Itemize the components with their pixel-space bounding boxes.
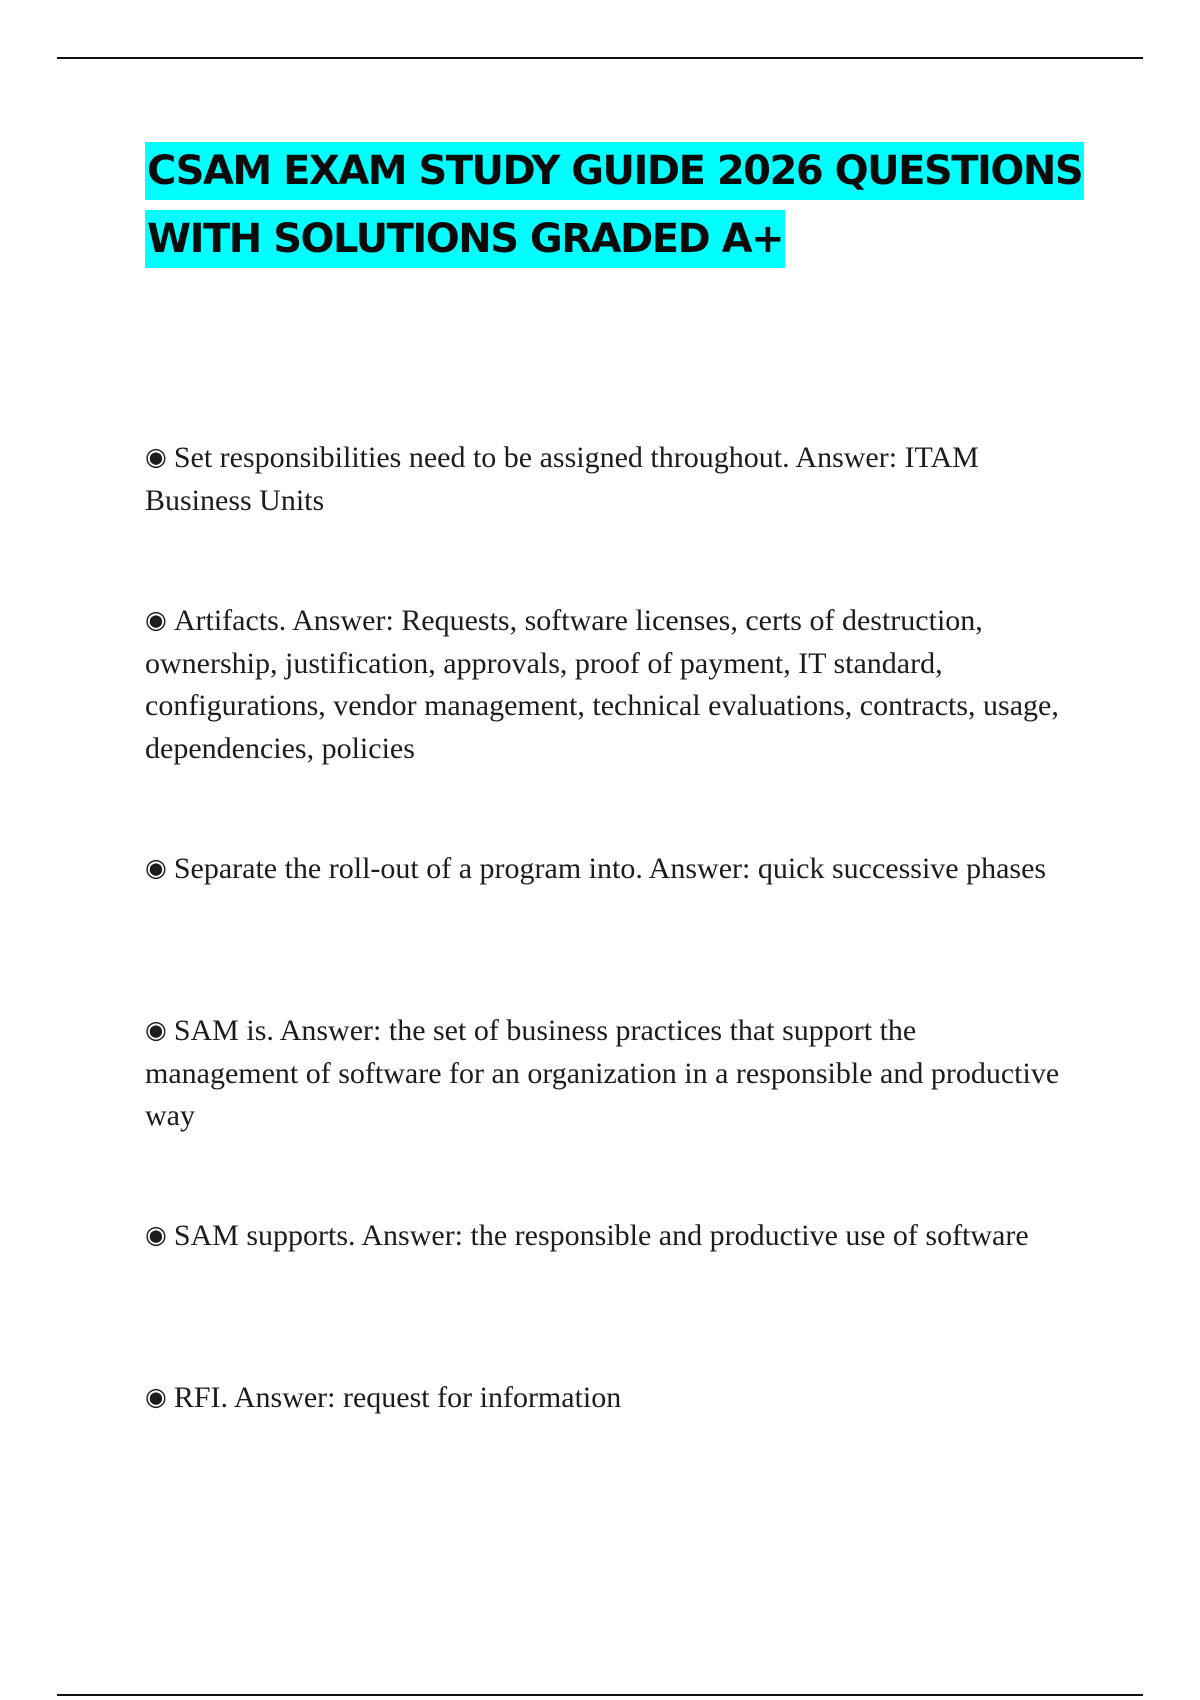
qa-text-6: RFI. Answer: request for information xyxy=(173,1381,622,1414)
bullet-icon: ◉ xyxy=(145,1220,167,1249)
qa-item-1 xyxy=(145,436,1065,522)
document-title xyxy=(145,142,1083,278)
qa-item-3 xyxy=(145,847,1065,891)
qa-item-4 xyxy=(145,1009,1065,1138)
title-line-1: CSAM EXAM STUDY GUIDE 2026 QUESTIONS xyxy=(145,142,1084,200)
top-rule xyxy=(57,57,1143,59)
title-line-2: WITH SOLUTIONS GRADED A+ xyxy=(145,210,785,268)
qa-text-2: Artifacts. Answer: Requests, software licenses, certs of destruction, ownership, justification, approvals, proof of payment, IT standard, configurations, vendor management, technical evaluations, contracts, usage, dependencies, policies xyxy=(145,604,1059,765)
qa-text-4: SAM is. Answer: the set of business practices that support the management of software for an organization in a responsible and productive way xyxy=(145,1014,1060,1132)
qa-item-5 xyxy=(145,1214,1065,1258)
bullet-icon: ◉ xyxy=(145,442,167,471)
qa-item-2 xyxy=(145,599,1065,770)
qa-item-6 xyxy=(145,1376,1065,1420)
bottom-rule xyxy=(57,1694,1143,1696)
bullet-icon: ◉ xyxy=(145,1015,167,1044)
qa-text-1: Set responsibilities need to be assigned throughout. Answer: ITAM Business Units xyxy=(145,441,979,517)
bullet-icon: ◉ xyxy=(145,853,167,882)
qa-text-5: SAM supports. Answer: the responsible and productive use of software xyxy=(173,1219,1029,1252)
qa-text-3: Separate the roll-out of a program into. Answer: quick successive phases xyxy=(173,852,1047,885)
bullet-icon: ◉ xyxy=(145,605,167,634)
bullet-icon: ◉ xyxy=(145,1382,167,1411)
